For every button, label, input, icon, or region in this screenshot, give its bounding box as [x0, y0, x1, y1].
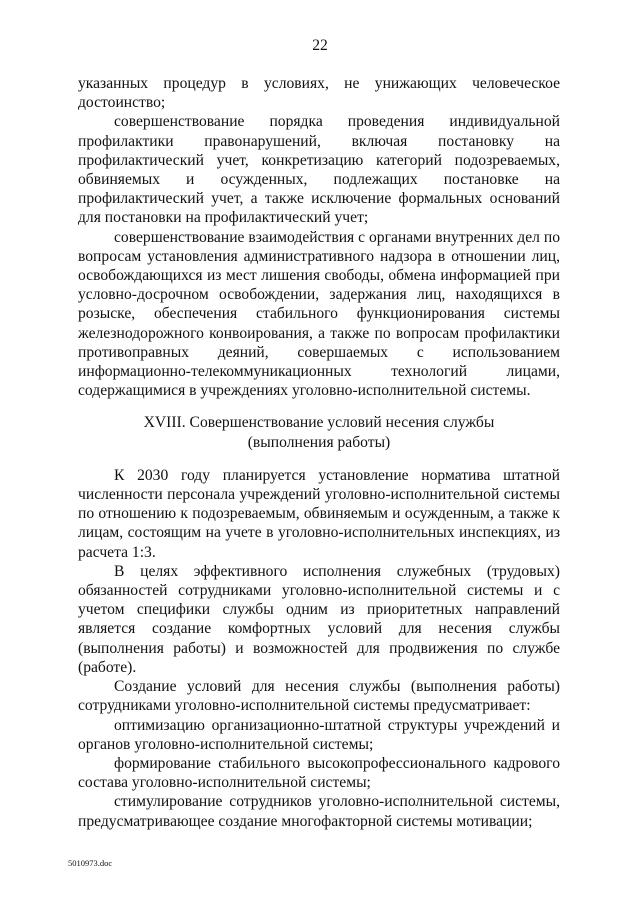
paragraph: указанных процедур в условиях, не унижающих человеческое достоинство; [78, 75, 560, 112]
paragraph: К 2030 году планируется установление норматива штатной численности персонала учреждений уголовно-исполнительной системы по отношению к подозреваемым, обвиняемым и осужденным, а также к лицам, состоящим на учете в уголовно-исполнительных инспекциях, из расчета 1:3. [78, 466, 560, 561]
paragraph: совершенствование взаимодействия с органами внутренних дел по вопросам установления административного надзора в отношении лиц, освобождающихся из мест лишения свободы, обмена информацией при условно-досрочном освобождении, задержания лиц, находящихся в розыске, обеспечения стабильного функционирования системы железнодорожного конвоирования, а также по вопросам профилактики противоправных деяний, совершаемых с использованием информационно-телекоммуникационных технологий лицами, содержащимися в учреждениях уголовно-исполнительной системы. [78, 228, 560, 400]
document-body [78, 74, 560, 831]
paragraph: В целях эффективного исполнения служебных (трудовых) обязанностей сотрудниками уголовно-исполнительной системы и с учетом специфики службы одним из приоритетных направлений является создание комфортных условий для несения службы (выполнения работы) и возможностей для продвижения по службе (работе). [78, 562, 560, 676]
section-heading-line: (выполнения работы) [247, 433, 391, 451]
section-heading [78, 413, 560, 451]
section-heading-line: XVIII. Совершенствование условий несения службы [143, 414, 495, 432]
paragraph: стимулирование сотрудников уголовно-исполнительной системы, предусматривающее создание многофакторной системы мотивации; [78, 793, 560, 830]
paragraph: формирование стабильного высокопрофессионального кадрового состава уголовно-исполнительной системы; [78, 754, 560, 792]
paragraph: оптимизацию организационно-штатной структуры учреждений и органов уголовно-исполнительной системы; [78, 716, 560, 753]
footer-filename: 5010973.doc [68, 858, 113, 868]
paragraph: совершенствование порядка проведения индивидуальной профилактики правонарушений, включая постановку на профилактический учет, конкретизацию категорий подозреваемых, обвиняемых и осужденных, подлежащих постановке на профилактический учет, а также исключение формальных оснований для постановки на профилактический учет; [78, 113, 560, 227]
page-number: 22 [312, 37, 328, 54]
paragraph: Создание условий для несения службы (выполнения работы) сотрудниками уголовно-исполнительной системы предусматривает: [78, 678, 560, 715]
